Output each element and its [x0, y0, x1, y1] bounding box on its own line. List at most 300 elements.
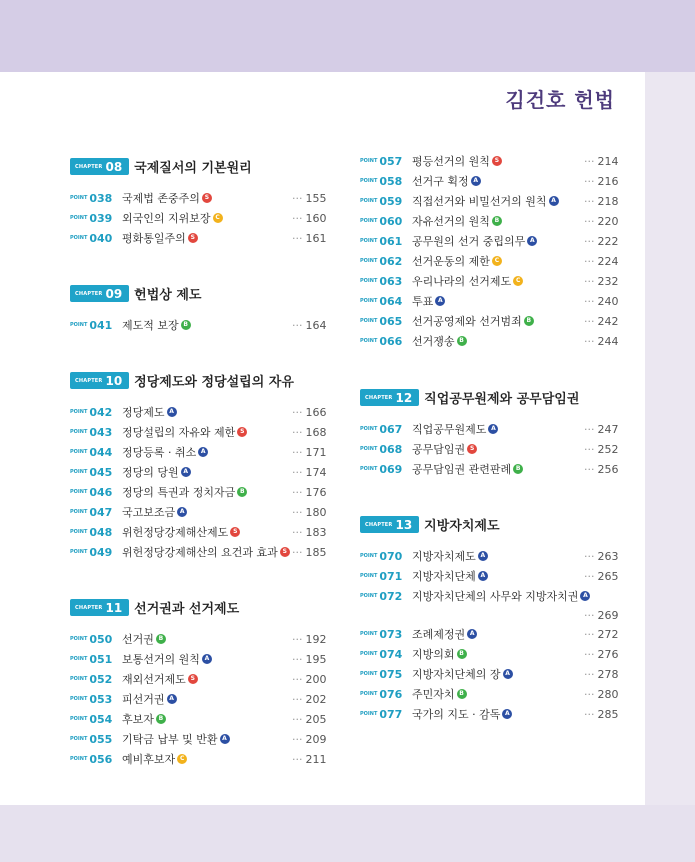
page-number: [584, 461, 619, 477]
entry-title-text: 후보자: [122, 713, 154, 726]
point-word: POINT: [70, 429, 88, 435]
leader-dots: ···: [292, 485, 303, 499]
level-badge: A: [503, 669, 513, 679]
entry-title-text: 위헌정당강제해산의 요건과 효과: [122, 546, 278, 559]
point-word: POINT: [70, 215, 88, 221]
point-label: [70, 232, 122, 245]
entry-title-text: 정당등록 · 취소: [122, 446, 197, 459]
entry-title-text: 지방자치단체: [412, 570, 476, 583]
point-label: [70, 192, 122, 205]
page-number: [584, 548, 619, 564]
level-badge: S: [188, 674, 198, 684]
page-number-value: 224: [597, 254, 619, 268]
point-word: POINT: [360, 238, 378, 244]
toc-entry[interactable]: [360, 646, 467, 662]
point-number: 060: [379, 214, 403, 228]
chapter-title[interactable]: 지방자치제도: [424, 519, 500, 534]
entry-title-text: 공무담임권: [412, 443, 466, 456]
point-number: 068: [379, 442, 403, 456]
point-number: 069: [379, 462, 403, 476]
toc-entry[interactable]: [70, 190, 212, 206]
leader-dots: ···: [584, 314, 595, 328]
point-number: 051: [89, 652, 113, 666]
level-badge: S: [280, 547, 290, 557]
leader-dots: ···: [292, 318, 303, 332]
level-badge: B: [492, 216, 502, 226]
level-badge: A: [202, 654, 212, 664]
toc-entry[interactable]: [360, 588, 590, 604]
page-number-value: 272: [597, 627, 619, 641]
entry-title-text: 지방자치제도: [412, 550, 476, 563]
point-label: [360, 688, 412, 701]
toc-entry[interactable]: [360, 706, 512, 722]
page-number-value: 216: [597, 174, 619, 188]
toc-entry[interactable]: [70, 651, 212, 667]
point-word: POINT: [360, 711, 378, 717]
page-number-value: 240: [597, 294, 619, 308]
toc-entry[interactable]: [360, 253, 502, 269]
level-badge: A: [527, 236, 537, 246]
leader-dots: ···: [292, 712, 303, 726]
page-number-value: 232: [597, 274, 619, 288]
toc-entry[interactable]: [360, 568, 488, 584]
chapter-title[interactable]: 선거권과 선거제도: [134, 602, 240, 617]
toc-entry[interactable]: [70, 751, 187, 767]
point-label: [360, 570, 412, 583]
level-badge: B: [156, 714, 166, 724]
point-number: 043: [89, 425, 113, 439]
page-number-value: 176: [305, 485, 327, 499]
point-label: [360, 708, 412, 721]
point-word: POINT: [70, 469, 88, 475]
entry-title-text: 예비후보자: [122, 753, 176, 766]
entry-title-text: 평화통일주의: [122, 232, 186, 245]
point-label: [360, 195, 412, 208]
point-label: [70, 212, 122, 225]
point-word: POINT: [360, 258, 378, 264]
toc-entry[interactable]: [360, 461, 523, 477]
chapter-number: 09: [105, 286, 123, 301]
toc-entry[interactable]: [360, 626, 477, 642]
leader-dots: ···: [584, 627, 595, 641]
leader-dots: ···: [292, 445, 303, 459]
point-word: POINT: [70, 489, 88, 495]
point-label: [360, 315, 412, 328]
entry-title: [122, 210, 223, 226]
page-number: [292, 404, 327, 420]
leader-dots: ···: [292, 465, 303, 479]
page-number-value: 171: [305, 445, 327, 459]
level-badge: B: [513, 464, 523, 474]
point-label: [70, 693, 122, 706]
entry-title: [412, 706, 512, 722]
point-label: [70, 733, 122, 746]
point-word: POINT: [70, 449, 88, 455]
point-number: 048: [89, 525, 113, 539]
entry-title: [122, 424, 247, 440]
leader-dots: ···: [584, 334, 595, 348]
entry-title-text: 조례제정권: [412, 628, 466, 641]
point-word: POINT: [360, 671, 378, 677]
entry-title: [412, 233, 537, 249]
leader-dots: ···: [584, 462, 595, 476]
chapter-heading: [70, 284, 202, 303]
page-number-value: 192: [305, 632, 327, 646]
chapter-title[interactable]: 헌법상 제도: [134, 288, 202, 303]
page-number-value: 278: [597, 667, 619, 681]
point-label: [70, 713, 122, 726]
level-badge: B: [524, 316, 534, 326]
point-number: 074: [379, 647, 403, 661]
leader-dots: ···: [292, 752, 303, 766]
page-number: [292, 711, 327, 727]
toc-entry[interactable]: [360, 153, 502, 169]
toc-entry[interactable]: [360, 293, 445, 309]
point-number: 039: [89, 211, 113, 225]
entry-title: [122, 544, 290, 560]
point-word: POINT: [70, 656, 88, 662]
entry-title: [412, 313, 534, 329]
point-label: [360, 463, 412, 476]
toc-entry[interactable]: [70, 444, 208, 460]
point-word: POINT: [70, 549, 88, 555]
level-badge: B: [156, 634, 166, 644]
page-number: [584, 421, 619, 437]
point-word: POINT: [360, 298, 378, 304]
leader-dots: ···: [292, 505, 303, 519]
level-badge: A: [502, 709, 512, 719]
level-badge: B: [457, 689, 467, 699]
level-badge: B: [181, 320, 191, 330]
point-label: [360, 155, 412, 168]
toc-entry[interactable]: [70, 544, 290, 560]
point-number: 062: [379, 254, 403, 268]
point-number: 063: [379, 274, 403, 288]
point-number: 057: [379, 154, 403, 168]
entry-title: [122, 711, 166, 727]
level-badge: C: [492, 256, 502, 266]
entry-title: [122, 524, 240, 540]
point-word: POINT: [70, 756, 88, 762]
entry-title: [412, 686, 467, 702]
point-number: 042: [89, 405, 113, 419]
leader-dots: ···: [584, 442, 595, 456]
leader-dots: ···: [292, 672, 303, 686]
point-word: POINT: [360, 178, 378, 184]
entry-title: [412, 548, 488, 564]
entry-title: [122, 404, 177, 420]
chapter-badge: [360, 516, 419, 533]
point-number: 061: [379, 234, 403, 248]
point-number: 072: [379, 589, 403, 603]
page-number-value: 202: [305, 692, 327, 706]
entry-title-text: 선거구 획정: [412, 175, 469, 188]
page-number-value: 276: [597, 647, 619, 661]
level-badge: A: [220, 734, 230, 744]
leader-dots: ···: [584, 234, 595, 248]
point-label: [360, 295, 412, 308]
chapter-badge: [360, 389, 419, 406]
page-number: [292, 444, 327, 460]
toc-entry[interactable]: [360, 233, 537, 249]
toc-entry[interactable]: [360, 666, 513, 682]
level-badge: A: [549, 196, 559, 206]
toc-entry[interactable]: [70, 230, 198, 246]
page-number-value: 205: [305, 712, 327, 726]
chapter-title[interactable]: 직업공무원제와 공무담임권: [424, 392, 580, 407]
entry-title: [412, 461, 523, 477]
entry-title: [122, 751, 187, 767]
chapter-word: CHAPTER: [365, 521, 393, 528]
toc-entry[interactable]: [360, 441, 477, 457]
chapter-word: CHAPTER: [75, 163, 103, 170]
toc-entry[interactable]: [70, 631, 166, 647]
chapter-heading: [70, 157, 252, 176]
page-number: [584, 253, 619, 269]
entry-title-text: 지방의회: [412, 648, 455, 661]
entry-title: [412, 626, 477, 642]
point-label: [70, 753, 122, 766]
entry-title: [412, 421, 498, 437]
leader-dots: ···: [584, 608, 595, 622]
page-number-value: 166: [305, 405, 327, 419]
point-word: POINT: [360, 218, 378, 224]
entry-title: [412, 253, 502, 269]
chapter-heading: [360, 515, 500, 534]
page-number: [584, 233, 619, 249]
entry-title: [122, 190, 212, 206]
entry-title-text: 국고보조금: [122, 506, 176, 519]
leader-dots: ···: [584, 549, 595, 563]
entry-title-text: 선거쟁송: [412, 335, 455, 348]
toc-entry[interactable]: [70, 424, 247, 440]
level-badge: C: [513, 276, 523, 286]
toc-entry[interactable]: [360, 686, 467, 702]
level-badge: A: [167, 694, 177, 704]
point-label: [70, 653, 122, 666]
page-number-value: 244: [597, 334, 619, 348]
entry-title: [122, 731, 230, 747]
page-number: [584, 313, 619, 329]
entry-title-text: 선거운동의 제한: [412, 255, 490, 268]
leader-dots: ···: [584, 194, 595, 208]
entry-title-text: 투표: [412, 295, 434, 308]
point-number: 073: [379, 627, 403, 641]
toc-entry[interactable]: [360, 421, 498, 437]
level-badge: S: [492, 156, 502, 166]
point-label: [360, 648, 412, 661]
point-word: POINT: [70, 736, 88, 742]
point-number: 046: [89, 485, 113, 499]
toc-entry[interactable]: [360, 313, 534, 329]
level-badge: S: [188, 233, 198, 243]
level-badge: A: [198, 447, 208, 457]
point-label: [360, 215, 412, 228]
entry-title: [412, 666, 513, 682]
point-word: POINT: [360, 318, 378, 324]
toc-entry[interactable]: [70, 484, 247, 500]
page-number: [292, 317, 327, 333]
point-label: [360, 443, 412, 456]
point-word: POINT: [70, 696, 88, 702]
chapter-word: CHAPTER: [75, 290, 103, 297]
level-badge: B: [457, 649, 467, 659]
level-badge: A: [181, 467, 191, 477]
page-number: [584, 273, 619, 289]
level-badge: A: [478, 551, 488, 561]
leader-dots: ···: [292, 692, 303, 706]
entry-title: [412, 193, 559, 209]
point-label: [70, 526, 122, 539]
toc-entry[interactable]: [70, 691, 177, 707]
page-number: [584, 333, 619, 349]
point-label: [360, 423, 412, 436]
toc-entry[interactable]: [70, 504, 187, 520]
toc-entry[interactable]: [360, 548, 488, 564]
point-label: [70, 446, 122, 459]
point-word: POINT: [70, 509, 88, 515]
entry-title-text: 주민자치: [412, 688, 455, 701]
page-number: [584, 706, 619, 722]
leader-dots: ···: [584, 667, 595, 681]
point-word: POINT: [70, 676, 88, 682]
level-badge: S: [202, 193, 212, 203]
entry-title: [412, 646, 467, 662]
point-label: [70, 486, 122, 499]
page-number: [584, 568, 619, 584]
level-badge: C: [177, 754, 187, 764]
level-badge: A: [435, 296, 445, 306]
leader-dots: ···: [584, 687, 595, 701]
page-number-value: 209: [305, 732, 327, 746]
entry-title-text: 정당설립의 자유와 제한: [122, 426, 236, 439]
page-number: [584, 686, 619, 702]
page-number: [292, 424, 327, 440]
page-number-value: 265: [597, 569, 619, 583]
point-word: POINT: [70, 529, 88, 535]
entry-title-text: 선거공영제와 선거범죄: [412, 315, 522, 328]
toc-entry[interactable]: [70, 210, 223, 226]
point-number: 047: [89, 505, 113, 519]
leader-dots: ···: [584, 214, 595, 228]
toc-entry[interactable]: [70, 404, 177, 420]
point-label: [360, 175, 412, 188]
leader-dots: ···: [292, 405, 303, 419]
toc-entry[interactable]: [360, 333, 467, 349]
chapter-number: 11: [105, 600, 123, 615]
point-word: POINT: [70, 235, 88, 241]
entry-title: [122, 504, 187, 520]
page-number: [292, 544, 327, 560]
chapter-title[interactable]: 정당제도와 정당설립의 자유: [134, 375, 294, 390]
point-number: 076: [379, 687, 403, 701]
chapter-number: 08: [105, 159, 123, 174]
page-number: [584, 293, 619, 309]
page-number: [292, 731, 327, 747]
point-number: 052: [89, 672, 113, 686]
chapter-title[interactable]: 국제질서의 기본원리: [134, 161, 252, 176]
leader-dots: ···: [584, 154, 595, 168]
toc-entry[interactable]: [70, 317, 191, 333]
leader-dots: ···: [584, 174, 595, 188]
entry-title: [412, 273, 523, 289]
chapter-number: 13: [395, 517, 413, 532]
chapter-word: CHAPTER: [75, 377, 103, 384]
point-word: POINT: [360, 426, 378, 432]
point-label: [360, 550, 412, 563]
point-word: POINT: [360, 593, 378, 599]
entry-title: [412, 213, 502, 229]
toc-entry[interactable]: [360, 213, 502, 229]
page-number: [584, 607, 619, 623]
point-number: 075: [379, 667, 403, 681]
page-number-value: 220: [597, 214, 619, 228]
page-number-value: 161: [305, 231, 327, 245]
point-label: [70, 319, 122, 332]
point-word: POINT: [70, 716, 88, 722]
page-number: [292, 751, 327, 767]
toc-entry[interactable]: [70, 711, 166, 727]
level-badge: A: [177, 507, 187, 517]
page-number: [584, 173, 619, 189]
page-number: [292, 651, 327, 667]
level-badge: A: [167, 407, 177, 417]
point-number: 044: [89, 445, 113, 459]
point-label: [360, 590, 412, 603]
chapter-heading: [70, 598, 239, 617]
level-badge: C: [213, 213, 223, 223]
point-number: 049: [89, 545, 113, 559]
chapter-badge: [70, 285, 129, 302]
point-word: POINT: [70, 636, 88, 642]
page-number: [292, 524, 327, 540]
leader-dots: ···: [584, 294, 595, 308]
page-number: [584, 213, 619, 229]
page-number-value: 252: [597, 442, 619, 456]
leader-dots: ···: [584, 254, 595, 268]
level-badge: A: [471, 176, 481, 186]
toc-entry[interactable]: [360, 273, 523, 289]
entry-title-text: 기탁금 납부 및 반환: [122, 733, 218, 746]
page-number-value: 155: [305, 191, 327, 205]
point-word: POINT: [360, 278, 378, 284]
toc-entry[interactable]: [360, 193, 559, 209]
point-number: 058: [379, 174, 403, 188]
entry-title-text: 외국인의 지위보장: [122, 212, 211, 225]
entry-title: [122, 317, 191, 333]
toc-entry[interactable]: [70, 731, 230, 747]
level-badge: A: [580, 591, 590, 601]
leader-dots: ···: [584, 274, 595, 288]
toc-entry[interactable]: [70, 464, 191, 480]
page-number: [584, 646, 619, 662]
page-number: [584, 153, 619, 169]
toc-entry[interactable]: [70, 524, 240, 540]
page-number-value: 211: [305, 752, 327, 766]
entry-title-text: 보통선거의 원칙: [122, 653, 200, 666]
page-number-value: 164: [305, 318, 327, 332]
point-number: 077: [379, 707, 403, 721]
entry-title-text: 제도적 보장: [122, 319, 179, 332]
point-label: [70, 673, 122, 686]
level-badge: S: [467, 444, 477, 454]
entry-title: [412, 293, 445, 309]
toc-entry[interactable]: [360, 173, 481, 189]
page-number: [584, 193, 619, 209]
leader-dots: ···: [292, 425, 303, 439]
toc-entry[interactable]: [70, 671, 198, 687]
leader-dots: ···: [584, 422, 595, 436]
